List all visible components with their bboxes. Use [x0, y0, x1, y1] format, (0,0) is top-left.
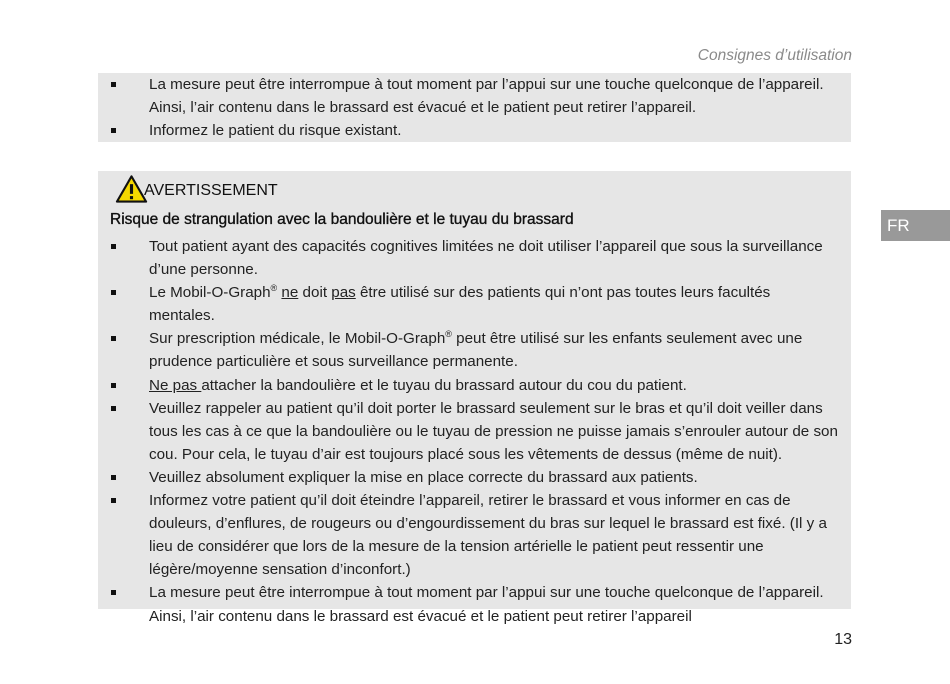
list-item-text: Informez votre patient qu’il doit éteindre l’appareil, retirer le brassard et vous informer en cas de douleurs, d’enflures, de rougeurs ou d’engourdissement du bras sur lequel le brassard est fixé. (Il y a lieu de considérer que lors de la mesure de la tension artérielle le patient peut ressentir une légère/moyenne sensation d’inconfort.) [149, 492, 827, 579]
bullet-list [110, 235, 839, 628]
list-item [110, 235, 839, 281]
list-item [110, 119, 839, 142]
bullet-list [110, 73, 839, 142]
list-item-text: La mesure peut être interrompue à tout moment par l’appui sur une touche quelconque de l’appareil. Ainsi, l’air contenu dans le brassard est évacué et le patient peut retirer l’appareil [149, 584, 824, 625]
registered-mark: ® [270, 283, 278, 294]
list-item-text: La mesure peut être interrompue à tout moment par l’appui sur une touche quelconque de l’appareil. Ainsi, l’air contenu dans le brassard est évacué et le patient peut retirer l’appareil. [149, 76, 824, 117]
bullet-icon [111, 475, 116, 480]
list-item-text: Informez le patient du risque existant. [149, 122, 402, 140]
list-item [110, 327, 839, 373]
list-item [110, 374, 839, 397]
bullet-icon [111, 290, 116, 295]
list-item [110, 489, 839, 581]
list-item-text: peut être utilisé sur les enfants seulement avec une prudence particulière et sous surveillance permanente. [149, 330, 803, 371]
bullet-icon [111, 244, 116, 249]
warning-subtitle: Risque de strangulation avec la bandoulière et le tuyau du brassard [110, 211, 574, 228]
underlined-word: Ne pas [149, 376, 202, 394]
registered-mark: ® [445, 329, 452, 340]
list-item [110, 466, 839, 489]
list-item [110, 281, 839, 327]
list-item-text: Le Mobil-O-Graph [149, 284, 271, 302]
warning-box [98, 171, 851, 625]
warning-title: AVERTISSEMENT [144, 182, 278, 199]
list-item-text: Sur prescription médicale, le Mobil-O-Graph [149, 330, 446, 348]
bullet-icon [111, 82, 116, 87]
bullet-icon [111, 590, 116, 595]
warning-header [110, 172, 839, 206]
list-item [110, 397, 839, 466]
list-item-text: Veuillez absolument expliquer la mise en place correcte du brassard aux patients. [149, 468, 698, 486]
info-box [98, 73, 851, 142]
running-header: Consignes d’utilisation [697, 47, 852, 64]
list-item-text: doit [298, 284, 332, 302]
bullet-icon [111, 336, 116, 341]
list-item [110, 581, 839, 627]
bullet-icon [111, 128, 116, 133]
list-item [110, 73, 839, 119]
bullet-icon [111, 406, 116, 411]
list-item-text: être utilisé sur des patients qui n’ont pas toutes leurs facultés mentales. [149, 284, 771, 325]
language-tab[interactable]: FR [881, 210, 950, 241]
bullet-icon [111, 498, 116, 503]
bullet-icon [111, 383, 116, 388]
list-item-text: Tout patient ayant des capacités cognitives limitées ne doit utiliser l’appareil que sous la surveillance d’une personne. [149, 238, 823, 279]
page-number: 13 [834, 631, 852, 648]
underlined-word: pas [331, 284, 356, 302]
list-item-text: Veuillez rappeler au patient qu’il doit porter le brassard seulement sur le bras et qu’il doit veiller dans tous les cas à ce que la bandoulière ou le tuyau de pression ne puisse jamais s’enrouler autour de son cou. Pour cela, le tuyau d’air est toujours placé sous les vêtements de dessus (même de nuit). [149, 399, 838, 463]
list-item-text: attacher la bandoulière et le tuyau du brassard autour du cou du patient. [201, 376, 687, 394]
underlined-word: ne [281, 284, 299, 302]
